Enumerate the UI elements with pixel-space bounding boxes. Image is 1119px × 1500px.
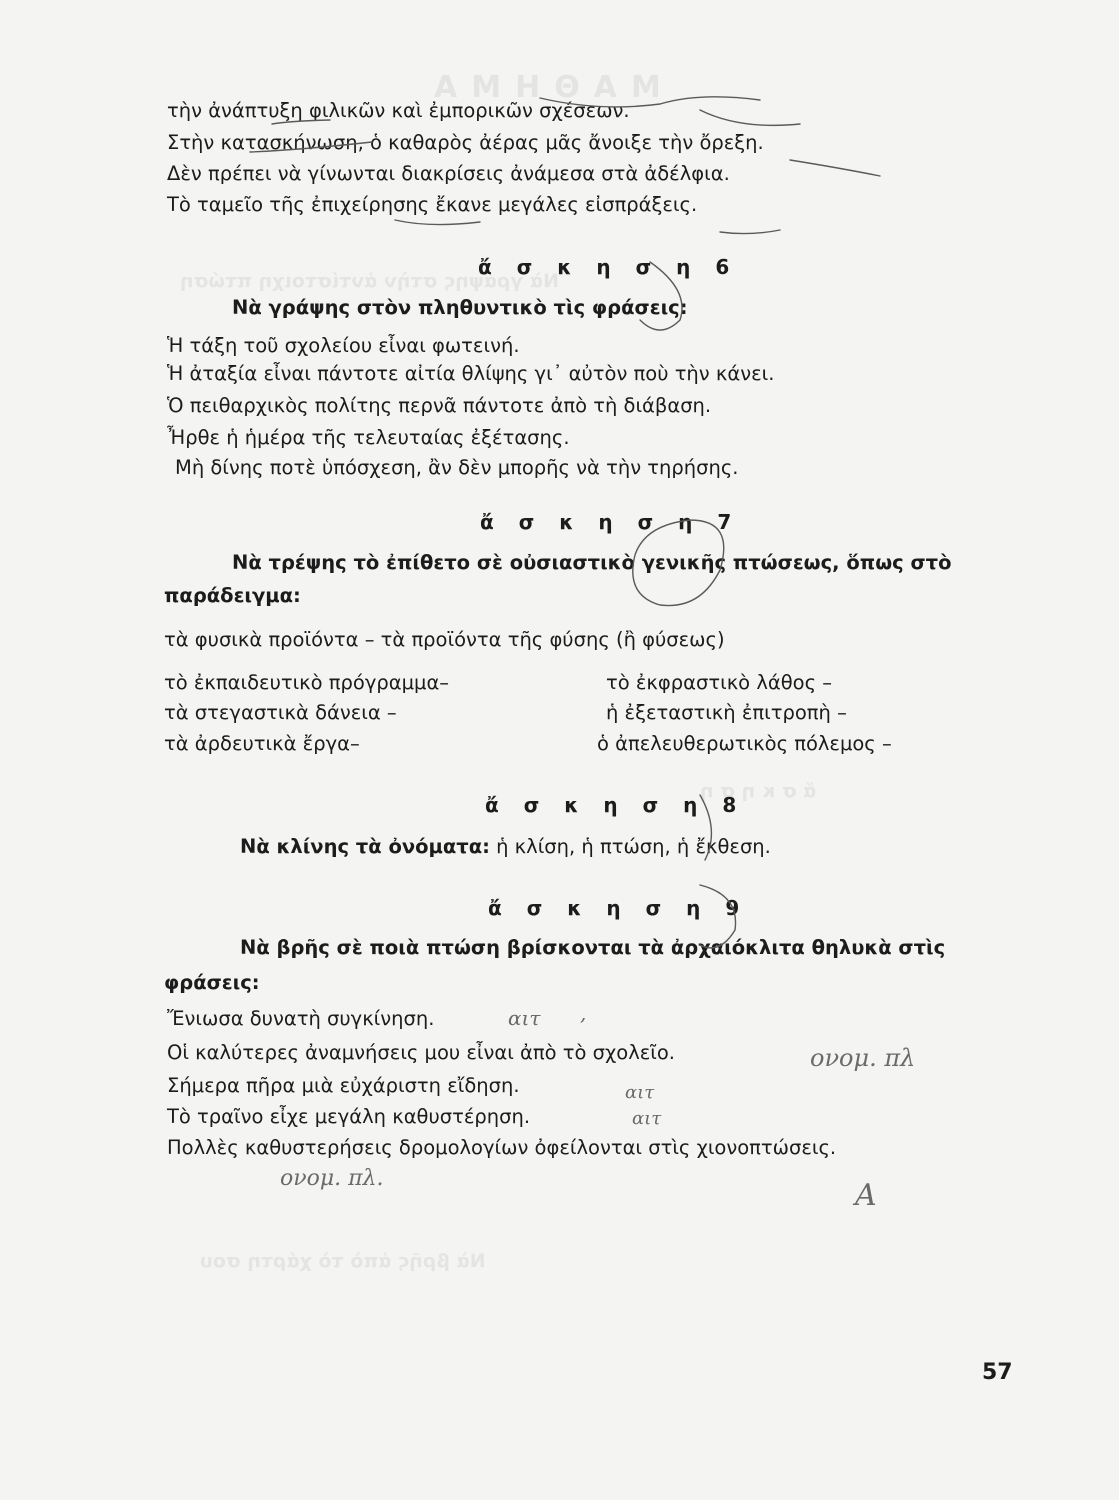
text-line: Ἦρθε ἡ ἡμέρα τῆς τελευταίας ἐξέτασης. (167, 426, 570, 449)
exercise-heading: ἄ σ κ η σ η 6 (478, 255, 739, 279)
instruction-bold: Νὰ κλίνης τὰ ὀνόματα: (240, 835, 490, 858)
right-item: τὸ ἐκφραστικὸ λάθος – (606, 671, 832, 694)
text-line: Τὸ ταμεῖο τῆς ἐπιχείρησης ἔκανε μεγάλες εἰσπράξεις. (167, 193, 698, 216)
handwritten-note: αιτ (632, 1108, 662, 1129)
text-line: Οἱ καλύτερες ἀναμνήσεις μου εἶναι ἀπὸ τὸ σχολεῖο. (167, 1041, 676, 1064)
handwritten-note: ονομ. πλ (810, 1044, 916, 1072)
left-item: τὰ ἀρδευτικὰ ἔργα– (164, 732, 360, 755)
exercise-instruction (240, 834, 771, 860)
pencil-stroke (790, 160, 880, 176)
handwritten-note: αιτ (625, 1082, 655, 1103)
text-line: Πολλὲς καθυστερήσεις δρομολογίων ὀφείλονται στὶς χιονοπτώσεις. (167, 1136, 837, 1159)
exercise-instruction: παράδειγμα: (164, 584, 301, 607)
text-line: τὴν ἀνάπτυξη φιλικῶν καὶ ἐμπορικῶν σχέσεων. (167, 99, 630, 122)
pencil-stroke (720, 230, 780, 234)
handwritten-note: ονομ. πλ. (280, 1166, 384, 1191)
right-item: ὁ ἀπελευθερωτικὸς πόλεμος – (597, 732, 892, 755)
exercise-instruction: Νὰ τρέψης τὸ ἐπίθετο σὲ οὐσιαστικὸ γενικῆς πτώσεως, ὅπως στὸ (232, 551, 952, 574)
text-line: Μὴ δίνης ποτὲ ὑπόσχεση, ἂν δὲν μπορῆς νὰ τὴν τηρήσης. (175, 456, 739, 479)
exercise-heading: ἄ σ κ η σ η 9 (488, 896, 749, 920)
right-item: ἡ ἐξεταστικὴ ἐπιτροπὴ – (606, 701, 847, 724)
text-line: Ὁ πειθαρχικὸς πολίτης περνᾶ πάντοτε ἀπὸ τὴ διάβαση. (167, 394, 712, 417)
left-item: τὰ στεγαστικὰ δάνεια – (164, 701, 397, 724)
instruction-items: ἡ κλίση, ἡ πτώση, ἡ ἔκθεση. (489, 835, 771, 858)
bleed-through: Νὰ γράψης στὴν ἀντίστοιχη πτώση (180, 270, 559, 292)
handwritten-note: Α (855, 1178, 877, 1213)
exercise-instruction: φράσεις: (164, 971, 260, 994)
page-number: 57 (982, 1360, 1013, 1385)
exercise-heading: ἄ σ κ η σ η 7 (480, 510, 741, 534)
pencil-underline (395, 220, 480, 225)
text-line: Τὸ τραῖνο εἶχε μεγάλη καθυστέρηση. (167, 1105, 531, 1128)
bleed-through: ΜΑΘΗΜΑ (420, 70, 661, 105)
pencil-stroke (700, 110, 800, 125)
exercise-instruction: Νὰ γράψης στὸν πληθυντικὸ τὶς φράσεις: (232, 296, 688, 319)
text-line: Ἡ τάξη τοῦ σχολείου εἶναι φωτεινή. (167, 334, 520, 357)
text-line: Σήμερα πῆρα μιὰ εὐχάριστη εἴδηση. (167, 1074, 520, 1097)
bleed-through: ἄ σ κ η σ η (700, 780, 817, 802)
text-line: Ἡ ἀταξία εἶναι πάντοτε αἰτία θλίψης γι᾽ αὐτὸν ποὺ τὴν κάνει. (167, 362, 775, 385)
exercise-instruction: Νὰ βρῆς σὲ ποιὰ πτώση βρίσκονται τὰ ἀρχαιόκλιτα θηλυκὰ στὶς (240, 936, 946, 959)
handwritten-note: , (580, 1001, 587, 1025)
handwritten-note: αιτ (508, 1006, 541, 1030)
left-item: τὸ ἐκπαιδευτικὸ πρόγραμμα– (164, 671, 450, 694)
example-line: τὰ φυσικὰ προϊόντα – τὰ προϊόντα τῆς φύσης (ἢ φύσεως) (164, 628, 725, 651)
text-line: Ἔνιωσα δυνατὴ συγκίνηση. (167, 1007, 435, 1030)
text-line: Δὲν πρέπει νὰ γίνωνται διακρίσεις ἀνάμεσα στὰ ἀδέλφια. (167, 162, 730, 185)
bleed-through: Νὰ βρῆς ἀπὸ τὸ χάρτη σου (200, 1250, 486, 1272)
text-line: Στὴν κατασκήνωση, ὁ καθαρὸς ἀέρας μᾶς ἄνοιξε τὴν ὄρεξη. (167, 131, 764, 154)
exercise-heading: ἄ σ κ η σ η 8 (485, 793, 746, 817)
